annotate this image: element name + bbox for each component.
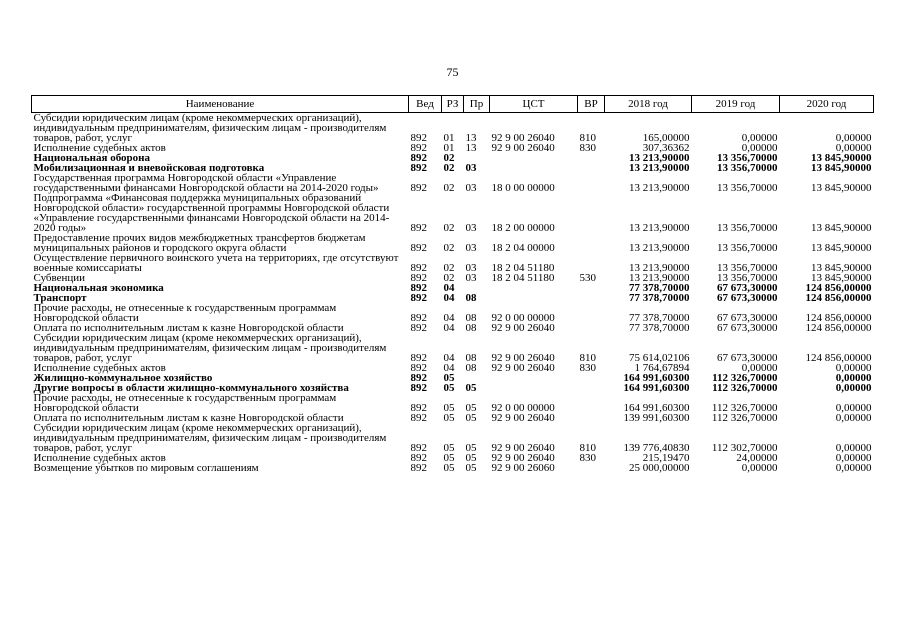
cell-ved: 892 bbox=[410, 222, 427, 234]
cell-2020: 13 845,90000 bbox=[811, 222, 872, 234]
cell-2019: 112 326,70000 bbox=[711, 402, 778, 414]
cell-2019: 13 356,70000 bbox=[717, 152, 778, 164]
cell-ved: 892 bbox=[410, 382, 427, 394]
cell-pr: 08 bbox=[465, 352, 477, 364]
cell-2018: 165,00000 bbox=[642, 132, 690, 144]
cell-2020: 0,00000 bbox=[835, 442, 872, 454]
header-2019: 2019 год bbox=[692, 96, 780, 113]
cell-vr bbox=[578, 173, 605, 193]
cell-cst: 18 2 04 51180 bbox=[491, 272, 555, 284]
cell-2019: 0,00000 bbox=[741, 132, 778, 144]
cell-vr bbox=[578, 193, 605, 233]
cell-2018: 13 213,90000 bbox=[629, 182, 690, 194]
cell-pr: 05 bbox=[465, 402, 477, 414]
table-row bbox=[32, 303, 874, 323]
cell-pr: 05 bbox=[465, 452, 477, 464]
cell-2019: 67 673,30000 bbox=[717, 312, 778, 324]
cell-rz: 02 bbox=[443, 152, 455, 164]
cell-ved: 892 bbox=[410, 272, 427, 284]
cell-name: Субсидии юридическим лицам (кроме некоммерческих организаций), индивидуальным предпринимателям, физическим лицам - производителям товаров, работ, услуг bbox=[33, 112, 387, 144]
cell-2020: 124 856,00000 bbox=[805, 292, 872, 304]
header-name: Наименование bbox=[32, 96, 409, 113]
cell-2019: 112 326,70000 bbox=[711, 412, 778, 424]
cell-2020: 13 845,90000 bbox=[811, 162, 872, 174]
cell-pr: 05 bbox=[465, 412, 477, 424]
cell-rz: 05 bbox=[443, 382, 455, 394]
cell-2018: 25 000,00000 bbox=[629, 462, 690, 474]
cell-2018: 77 378,70000 bbox=[629, 282, 690, 294]
cell-name: Транспорт bbox=[33, 292, 87, 304]
cell-ved: 892 bbox=[410, 362, 427, 374]
cell-name: Государственная программа Новгородской области «Управление государственными финансами Новгородской области на 2014-2020 годы» bbox=[33, 172, 379, 194]
cell-2020: 124 856,00000 bbox=[805, 352, 872, 364]
cell-cst: 92 9 00 26060 bbox=[491, 462, 555, 474]
cell-2020: 13 845,90000 bbox=[811, 262, 872, 274]
cell-rz: 05 bbox=[443, 452, 455, 464]
header-ved: Вед bbox=[409, 96, 442, 113]
cell-vr: 830 bbox=[579, 362, 596, 374]
table-row bbox=[32, 173, 874, 193]
cell-name: Исполнение судебных актов bbox=[33, 142, 166, 154]
cell-2019: 112 326,70000 bbox=[712, 382, 778, 394]
cell-vr bbox=[578, 373, 605, 383]
cell-2019: 67 673,30000 bbox=[717, 282, 778, 294]
cell-name: Прочие расходы, не отнесенные к государственным программам Новгородской области bbox=[33, 302, 337, 324]
cell-rz: 05 bbox=[443, 462, 455, 474]
cell-cst: 92 9 00 26040 bbox=[491, 452, 555, 464]
cell-ved: 892 bbox=[410, 372, 427, 384]
cell-pr: 05 bbox=[465, 462, 477, 474]
cell-ved: 892 bbox=[410, 412, 427, 424]
cell-2019: 13 356,70000 bbox=[717, 182, 778, 194]
cell-pr: 08 bbox=[465, 322, 477, 334]
cell-name: Субвенции bbox=[33, 272, 86, 284]
cell-ved: 892 bbox=[410, 322, 427, 334]
cell-rz: 05 bbox=[443, 372, 455, 384]
cell-pr: 13 bbox=[465, 132, 477, 144]
cell-pr: 03 bbox=[465, 162, 477, 174]
cell-vr: 830 bbox=[579, 142, 596, 154]
cell-vr bbox=[578, 293, 605, 303]
cell-vr: 530 bbox=[579, 272, 596, 284]
cell-2020: 0,00000 bbox=[835, 142, 872, 154]
cell-name: Прочие расходы, не отнесенные к государственным программам Новгородской области bbox=[33, 392, 337, 414]
cell-2018: 164 991,60300 bbox=[623, 372, 690, 384]
cell-2018: 307,36362 bbox=[642, 142, 690, 154]
table-row bbox=[32, 253, 874, 273]
cell-2018: 13 213,90000 bbox=[629, 272, 690, 284]
cell-name: Мобилизационная и вневойсковая подготовка bbox=[33, 162, 265, 174]
table-row bbox=[32, 113, 874, 144]
cell-rz: 01 bbox=[443, 142, 455, 154]
table-row bbox=[32, 233, 874, 253]
cell-cst bbox=[490, 283, 578, 293]
cell-cst: 92 9 00 26040 bbox=[491, 132, 555, 144]
table-row bbox=[32, 193, 874, 233]
cell-cst: 92 0 00 00000 bbox=[491, 312, 555, 324]
cell-rz: 04 bbox=[443, 282, 455, 294]
cell-vr bbox=[578, 393, 605, 413]
header-2020: 2020 год bbox=[780, 96, 874, 113]
cell-ved: 892 bbox=[410, 402, 427, 414]
cell-rz: 02 bbox=[443, 182, 455, 194]
cell-vr: 810 bbox=[579, 442, 596, 454]
cell-cst: 18 2 00 00000 bbox=[491, 222, 555, 234]
cell-2020: 124 856,00000 bbox=[805, 322, 872, 334]
header-2018: 2018 год bbox=[605, 96, 692, 113]
cell-ved: 892 bbox=[410, 462, 427, 474]
cell-rz: 05 bbox=[443, 402, 455, 414]
cell-rz: 02 bbox=[443, 242, 455, 254]
cell-pr: 08 bbox=[465, 362, 477, 374]
cell-2020: 0,00000 bbox=[835, 462, 872, 474]
cell-2019: 67 673,30000 bbox=[717, 352, 778, 364]
cell-2019: 13 356,70000 bbox=[717, 242, 778, 254]
cell-pr: 03 bbox=[465, 222, 477, 234]
cell-ved: 892 bbox=[410, 242, 427, 254]
cell-2020: 13 845,90000 bbox=[811, 242, 872, 254]
cell-2020: 0,00000 bbox=[835, 402, 872, 414]
cell-rz: 04 bbox=[443, 292, 455, 304]
cell-name: Субсидии юридическим лицам (кроме некоммерческих организаций), индивидуальным предпринимателям, физическим лицам - производителям товаров, работ, услуг bbox=[33, 422, 387, 454]
cell-cst: 92 0 00 00000 bbox=[491, 402, 555, 414]
cell-2019: 112 326,70000 bbox=[712, 372, 778, 384]
cell-2019: 13 356,70000 bbox=[717, 162, 778, 174]
cell-ved: 892 bbox=[410, 182, 427, 194]
cell-rz: 05 bbox=[443, 412, 455, 424]
cell-rz: 02 bbox=[443, 162, 455, 174]
cell-2020: 13 845,90000 bbox=[811, 152, 872, 164]
cell-name: Субсидии юридическим лицам (кроме некоммерческих организаций), индивидуальным предпринимателям, физическим лицам - производителям товаров, работ, услуг bbox=[33, 332, 387, 364]
cell-vr bbox=[578, 383, 605, 393]
cell-2019: 112 302,70000 bbox=[711, 442, 778, 454]
cell-rz: 04 bbox=[443, 362, 455, 374]
cell-vr: 810 bbox=[579, 352, 596, 364]
cell-2020: 13 845,90000 bbox=[811, 272, 872, 284]
header-cst: ЦСТ bbox=[490, 96, 578, 113]
cell-cst: 92 9 00 26040 bbox=[491, 362, 555, 374]
cell-name: Исполнение судебных актов bbox=[33, 452, 166, 464]
cell-ved: 892 bbox=[410, 152, 427, 164]
cell-cst: 92 9 00 26040 bbox=[491, 412, 555, 424]
cell-cst: 18 0 00 00000 bbox=[491, 182, 555, 194]
cell-pr: 03 bbox=[465, 242, 477, 254]
cell-ved: 892 bbox=[410, 262, 427, 274]
cell-cst bbox=[490, 163, 578, 173]
cell-vr: 830 bbox=[579, 452, 596, 464]
cell-ved: 892 bbox=[410, 452, 427, 464]
cell-2020: 13 845,90000 bbox=[811, 182, 872, 194]
cell-vr bbox=[578, 323, 605, 333]
cell-rz: 01 bbox=[443, 132, 455, 144]
cell-2020: 0,00000 bbox=[835, 372, 872, 384]
cell-cst: 92 9 00 26040 bbox=[491, 352, 555, 364]
cell-2019: 0,00000 bbox=[741, 462, 778, 474]
cell-cst: 92 9 00 26040 bbox=[491, 322, 555, 334]
cell-cst: 18 2 04 51180 bbox=[491, 262, 555, 274]
cell-vr bbox=[578, 303, 605, 323]
cell-2018: 13 213,90000 bbox=[629, 262, 690, 274]
cell-vr bbox=[578, 163, 605, 173]
cell-rz: 02 bbox=[443, 222, 455, 234]
cell-cst: 18 2 04 00000 bbox=[491, 242, 555, 254]
cell-2019: 13 356,70000 bbox=[717, 222, 778, 234]
cell-name: Жилищно-коммунальное хозяйство bbox=[33, 372, 213, 384]
cell-2018: 1 764,67894 bbox=[634, 362, 690, 374]
cell-vr bbox=[578, 253, 605, 273]
cell-ved: 892 bbox=[410, 312, 427, 324]
cell-pr: 03 bbox=[465, 272, 477, 284]
cell-2019: 0,00000 bbox=[741, 142, 778, 154]
header-vr: ВР bbox=[578, 96, 605, 113]
cell-rz: 02 bbox=[443, 272, 455, 284]
cell-2018: 77 378,70000 bbox=[629, 292, 690, 304]
cell-2018: 139 776,40830 bbox=[623, 442, 690, 454]
cell-2020: 0,00000 bbox=[835, 132, 872, 144]
cell-name: Предоставление прочих видов межбюджетных трансфертов бюджетам муниципальных районов и городского округа области bbox=[33, 232, 366, 254]
table-row bbox=[32, 333, 874, 363]
table-header-row bbox=[32, 96, 874, 113]
budget-table bbox=[31, 95, 874, 473]
cell-name: Возмещение убытков по мировым соглашениям bbox=[33, 462, 259, 474]
cell-2019: 24,00000 bbox=[736, 452, 778, 464]
cell-2019: 67 673,30000 bbox=[717, 322, 778, 334]
cell-rz: 04 bbox=[443, 312, 455, 324]
cell-rz: 04 bbox=[443, 352, 455, 364]
cell-ved: 892 bbox=[410, 132, 427, 144]
cell-cst bbox=[490, 153, 578, 163]
cell-ved: 892 bbox=[410, 282, 427, 294]
cell-vr bbox=[578, 283, 605, 293]
table-row bbox=[32, 393, 874, 413]
cell-2018: 139 991,60300 bbox=[623, 412, 690, 424]
cell-2019: 13 356,70000 bbox=[717, 272, 778, 284]
table-row bbox=[32, 463, 874, 473]
header-rz: РЗ bbox=[442, 96, 464, 113]
table-row bbox=[32, 423, 874, 453]
cell-name: Другие вопросы в области жилищно-коммунального хозяйства bbox=[33, 382, 349, 394]
cell-pr: 08 bbox=[465, 292, 477, 304]
cell-2019: 67 673,30000 bbox=[717, 292, 778, 304]
cell-pr: 05 bbox=[465, 442, 477, 454]
cell-ved: 892 bbox=[410, 162, 427, 174]
cell-2019: 13 356,70000 bbox=[717, 262, 778, 274]
cell-2020: 0,00000 bbox=[835, 362, 872, 374]
cell-name: Национальная оборона bbox=[33, 152, 151, 164]
cell-2020: 0,00000 bbox=[835, 382, 872, 394]
cell-name: Оплата по исполнительным листам к казне Новгородской области bbox=[33, 412, 344, 424]
cell-2018: 13 213,90000 bbox=[629, 162, 690, 174]
cell-2018: 77 378,70000 bbox=[629, 312, 690, 324]
cell-cst bbox=[490, 373, 578, 383]
cell-2018: 13 213,90000 bbox=[629, 152, 690, 164]
cell-2018: 13 213,90000 bbox=[629, 242, 690, 254]
cell-ved: 892 bbox=[410, 352, 427, 364]
cell-vr: 810 bbox=[579, 132, 596, 144]
cell-cst bbox=[490, 383, 578, 393]
cell-pr: 03 bbox=[465, 262, 477, 274]
cell-pr: 03 bbox=[465, 182, 477, 194]
cell-name: Осуществление первичного воинского учета на территориях, где отсутствуют военные комиссариаты bbox=[33, 252, 399, 274]
cell-ved: 892 bbox=[410, 292, 427, 304]
cell-name: Национальная экономика bbox=[33, 282, 164, 294]
cell-2018: 164 991,60300 bbox=[623, 402, 690, 414]
cell-cst: 92 9 00 26040 bbox=[491, 442, 555, 454]
cell-2019: 0,00000 bbox=[741, 362, 778, 374]
cell-vr bbox=[578, 463, 605, 473]
cell-pr: 05 bbox=[465, 382, 477, 394]
cell-2018: 77 378,70000 bbox=[629, 322, 690, 334]
cell-rz: 02 bbox=[443, 262, 455, 274]
cell-vr bbox=[578, 233, 605, 253]
cell-name: Подпрограмма «Финансовая поддержка муниципальных образований Новгородской области» государственной программы Новгородской области «Управление государственными финансами Новгородской области на 2014-2020 годы» bbox=[33, 192, 390, 234]
cell-2018: 215,19470 bbox=[642, 452, 690, 464]
cell-2018: 13 213,90000 bbox=[629, 222, 690, 234]
cell-cst: 92 9 00 26040 bbox=[491, 142, 555, 154]
cell-2020: 0,00000 bbox=[835, 412, 872, 424]
cell-2020: 124 856,00000 bbox=[805, 312, 872, 324]
header-pr: Пр bbox=[464, 96, 490, 113]
cell-ved: 892 bbox=[410, 142, 427, 154]
cell-rz: 04 bbox=[443, 322, 455, 334]
cell-name: Исполнение судебных актов bbox=[33, 362, 166, 374]
cell-2020: 0,00000 bbox=[835, 452, 872, 464]
cell-rz: 05 bbox=[443, 442, 455, 454]
cell-vr bbox=[578, 153, 605, 163]
cell-pr: 13 bbox=[465, 142, 477, 154]
cell-pr: 08 bbox=[465, 312, 477, 324]
cell-2018: 75 614,02106 bbox=[629, 352, 690, 364]
cell-name: Оплата по исполнительным листам к казне Новгородской области bbox=[33, 322, 344, 334]
cell-2020: 124 856,00000 bbox=[805, 282, 872, 294]
cell-ved: 892 bbox=[410, 442, 427, 454]
page-number: 75 bbox=[446, 65, 459, 79]
cell-vr bbox=[578, 413, 605, 423]
table-body bbox=[32, 113, 874, 474]
cell-cst bbox=[490, 293, 578, 303]
cell-2018: 164 991,60300 bbox=[623, 382, 690, 394]
